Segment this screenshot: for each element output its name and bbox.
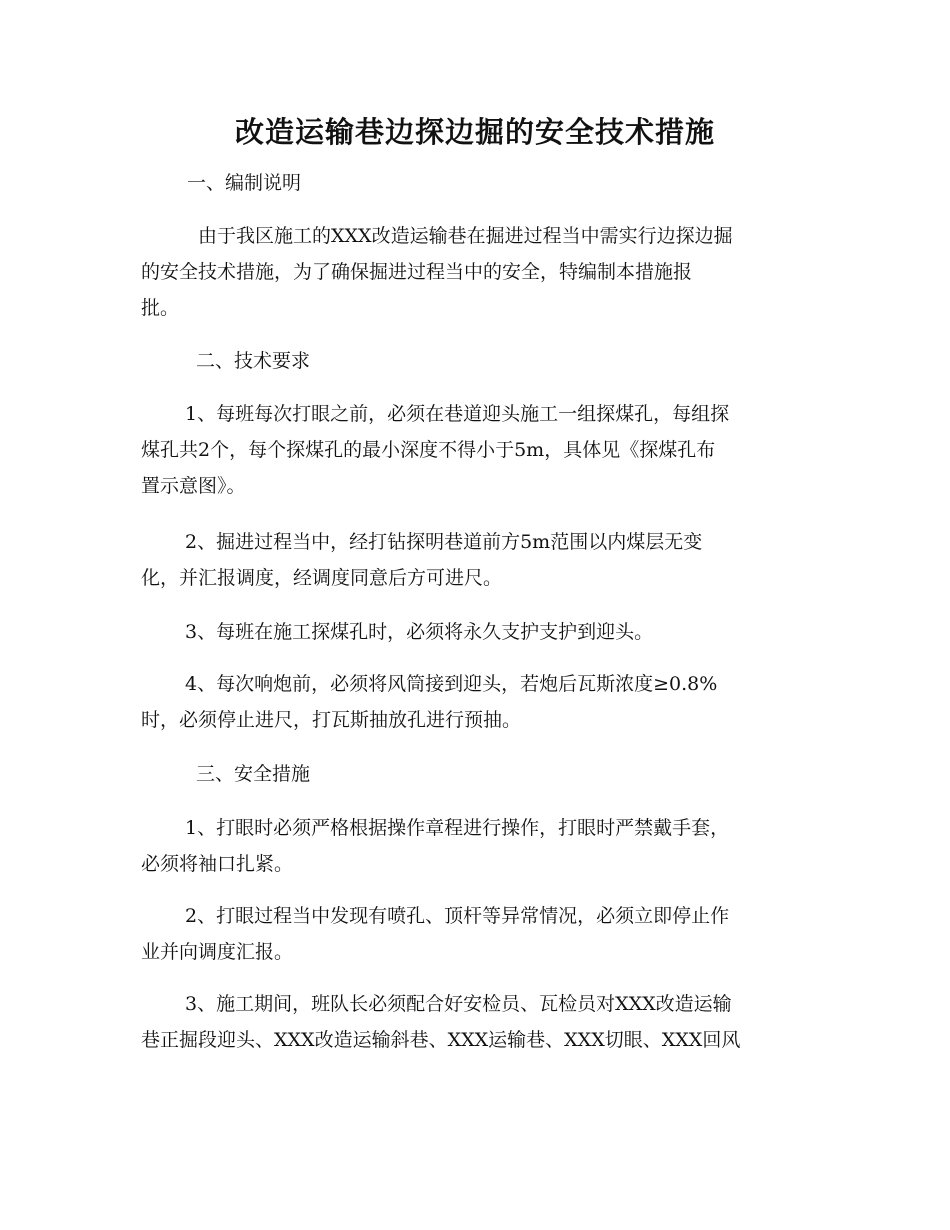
paragraph-line: 必须将袖口扎紧。 (141, 853, 294, 875)
paragraph-line: 化，并汇报调度，经调度同意后方可进尺。 (141, 567, 503, 589)
paragraph-line: 由于我区施工的XXX改造运输巷在掘进过程当中需实行边探边掘 (198, 225, 733, 247)
heading-text: 三、安全措施 (196, 763, 311, 785)
section-heading-2 (196, 343, 861, 379)
list-item-safety-3 (141, 986, 806, 1058)
paragraph-explanation (141, 218, 806, 326)
paragraph-line: 1、每班每次打眼之前，必须在巷道迎头施工一组探煤孔，每组探 (185, 403, 730, 425)
list-item-safety-2 (141, 898, 806, 970)
paragraph-line: 的安全技术措施，为了确保掘进过程当中的安全，特编制本措施报 (141, 261, 693, 283)
heading-text: 一、编制说明 (187, 172, 302, 194)
paragraph-line: 批。 (141, 297, 180, 319)
list-item-tech-1 (141, 396, 806, 504)
paragraph-line: 3、每班在施工探煤孔时，必须将永久支护支护到迎头。 (185, 621, 654, 643)
paragraph-line: 2、打眼过程当中发现有喷孔、顶杆等异常情况，必须立即停止作 (185, 905, 730, 927)
list-item-safety-1 (141, 810, 806, 882)
paragraph-line: 巷正掘段迎头、XXX改造运输斜巷、XXX运输巷、XXX切眼、XXX回风 (141, 1029, 741, 1051)
paragraph-line: 1、打眼时必须严格根据操作章程进行操作，打眼时严禁戴手套， (185, 817, 730, 839)
paragraph-line: 时，必须停止进尺，打瓦斯抽放孔进行预抽。 (141, 709, 522, 731)
document-title: 改造运输巷边探边掘的安全技术措施 (234, 115, 715, 149)
heading-text: 二、技术要求 (196, 350, 311, 372)
list-item-tech-2 (141, 524, 806, 596)
list-item-tech-4 (141, 666, 806, 738)
list-item-tech-3 (141, 614, 806, 650)
paragraph-line: 3、施工期间，班队长必须配合好安检员、瓦检员对XXX改造运输 (185, 993, 732, 1015)
paragraph-line: 2、掘进过程当中，经打钻探明巷道前方5m范围以内煤层无变 (185, 531, 703, 553)
paragraph-line: 煤孔共2个，每个探煤孔的最小深度不得小于5m，具体见《探煤孔布 (141, 439, 716, 461)
paragraph-line: 4、每次响炮前，必须将风筒接到迎头，若炮后瓦斯浓度≥0.8% (185, 673, 718, 695)
section-heading-3 (196, 756, 861, 792)
paragraph-line: 业并向调度汇报。 (141, 941, 294, 963)
paragraph-line: 置示意图》。 (141, 475, 246, 497)
section-heading-1 (187, 165, 852, 201)
